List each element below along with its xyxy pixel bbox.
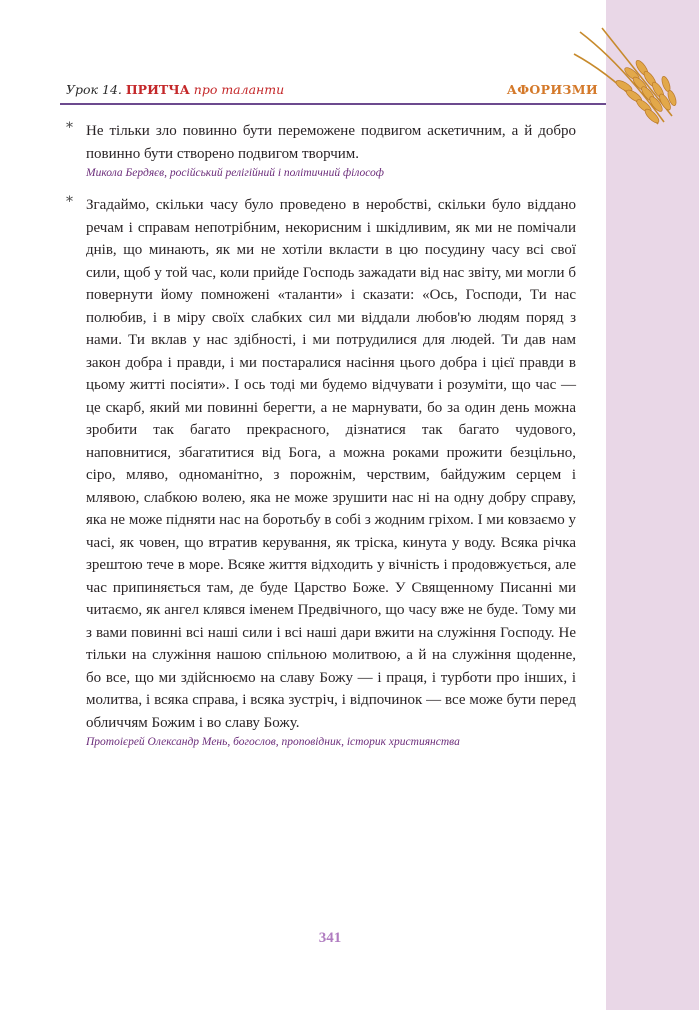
aphorism-men	[66, 194, 576, 748]
page-number: 341	[318, 930, 342, 946]
section-title: АФОРИЗМИ	[506, 82, 598, 97]
bullet-icon: *	[66, 194, 73, 210]
running-header	[66, 82, 598, 102]
aphorism-berdyaev	[66, 120, 576, 179]
lesson-label: Урок 14.	[66, 82, 122, 97]
wheat-icon	[572, 24, 692, 134]
lesson-title: ПРИТЧА	[125, 82, 190, 97]
lesson-subtitle: про таланти	[193, 82, 285, 97]
side-band	[606, 0, 699, 1010]
aphorism-text: Не тільки зло повинно бути переможене подвигом аскетичним, а й добро повинно бути створено подвигом творчим.	[86, 123, 576, 162]
aphorism-author: Протоієрей Олександр Мень, богослов, проповідник, історик християнства	[86, 736, 460, 748]
aphorism-text: Згадаймо, скільки часу було проведено в неробстві, скільки було віддано речам і справам непотрібним, некорисним і шкідливим, як ми не помічали днів, що минають, як ми не хотіли вкласти в цю посудину часу всі свої сили, щоб у той час, коли прийде Господь зажадати від нас звіту, ми могли б повернути йому помножені «таланти» і сказати: «Ось, Господи, Ти нас полюбив, і в міру своїх слабких сил ми віддали любов'ю людям поряд з нами. Ти вклав у нас здібності, і ми потрудилися для людей. Ти дав нам закон добра і правди, і ми постаралися насіння цього добра і цієї правди в цьому житті посіяти». І ось тоді ми будемо відчувати і розуміти, що час — це скарб, який ми повинні берегти, а не марнувати, бо за один день можна зробити так багато прекрасного, дізнатися так багато чудового, наповнитися, збагатитися від Бога, а можна роками прожити безцільно, сіро, мляво, одноманітно, з порожнім, черствим, байдужим серцем і млявою, слабкою волею, яка не може зрушити нас ні на одну добру справу, яка не може підняти нас на боротьбу в собі з жодним гріхом. І ми ковзаємо у часі, як човен, що втратив керування, як тріска, кинута у воду. Всяка річка зрештою тече в море. Всяке життя відходить у вічність і продовжується, але час припиняється там, де буде Царство Боже. У Священному Писанні ми читаємо, як ангел клявся іменем Предвічного, що часу вже не буде. Тому ми з вами повинні всі наші сили і всі наші дари вжити на служіння Господу. Не тільки на служіння нашою спільною молитвою, а й на служіння щоденне, бо все, що ми здійснюємо на славу Божу — і праця, і турботи про інших, і молитва, і всяка справа, і всяка зустріч, і відпочинок — все може бути перед обличчям Божим і во славу Божу.	[86, 197, 576, 731]
aphorism-author: Микола Бердяєв, російський релігійний і політичний філософ	[86, 167, 384, 179]
bullet-icon: *	[66, 120, 73, 136]
header-rule	[60, 103, 606, 105]
